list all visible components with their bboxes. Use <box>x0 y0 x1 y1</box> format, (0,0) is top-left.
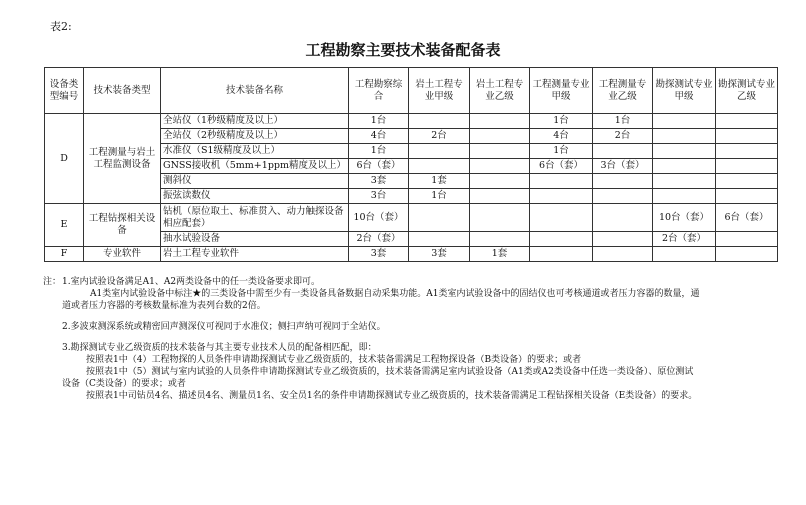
cell-value <box>716 247 778 262</box>
note-1-text: 1.室内试验设备满足A1、A2两类设备中的任一类设备要求即可。 <box>62 277 321 287</box>
group-type-f: 专业软件 <box>84 247 161 262</box>
table-row <box>45 204 778 232</box>
cell-value <box>593 204 653 232</box>
cell-value <box>653 114 716 129</box>
cell-value <box>593 174 653 189</box>
cell-value <box>409 232 470 247</box>
header-equipment-code: 设备类型编号 <box>45 68 84 114</box>
cell-value: 2台 <box>593 129 653 144</box>
cell-value: 6台（套） <box>530 159 593 174</box>
header-exploration-b: 勘探测试专业乙级 <box>716 68 778 114</box>
cell-value <box>653 247 716 262</box>
cell-value <box>470 114 530 129</box>
group-type-e: 工程钻探相关设备 <box>84 204 161 247</box>
cell-value <box>470 174 530 189</box>
table-number-label: 表2: <box>50 20 72 33</box>
cell-value <box>593 247 653 262</box>
equipment-name: GNSS接收机（5mm+1ppm精度及以上） <box>161 159 349 174</box>
header-comprehensive: 工程勘察综合 <box>349 68 409 114</box>
cell-value: 4台 <box>530 129 593 144</box>
header-equipment-name: 技术装备名称 <box>161 68 349 114</box>
cell-value <box>716 174 778 189</box>
cell-value: 3台（套） <box>593 159 653 174</box>
cell-value <box>409 204 470 232</box>
cell-value <box>470 189 530 204</box>
note-3-line-2: 按照表1中（4）工程物探的人员条件申请勘探测试专业乙级资质的，技术装备需满足工程物探设备（B类设备）的要求；或者 <box>86 355 582 365</box>
note-2: 2.多波束测深系统或精密回声测深仪可视同于水准仪；侧扫声纳可视同于全站仪。 <box>62 322 386 332</box>
cell-value: 4台 <box>349 129 409 144</box>
cell-value <box>716 114 778 129</box>
cell-value: 3台 <box>349 189 409 204</box>
equipment-name: 全站仪（2秒级精度及以上） <box>161 129 349 144</box>
notes-section <box>43 276 784 402</box>
cell-value: 1台 <box>349 144 409 159</box>
equipment-name: 水准仪（S1级精度及以上） <box>161 144 349 159</box>
cell-value: 6台（套） <box>349 159 409 174</box>
cell-value: 1台 <box>530 144 593 159</box>
cell-value <box>653 144 716 159</box>
header-geotech-a: 岩土工程专业甲级 <box>409 68 470 114</box>
cell-value <box>470 232 530 247</box>
cell-value: 1套 <box>470 247 530 262</box>
cell-value <box>530 232 593 247</box>
group-code-f: F <box>45 247 84 262</box>
header-exploration-a: 勘探测试专业甲级 <box>653 68 716 114</box>
group-code-e: E <box>45 204 84 247</box>
cell-value <box>470 144 530 159</box>
cell-value <box>409 114 470 129</box>
cell-value <box>593 144 653 159</box>
equipment-name: 全站仪（1秒级精度及以上） <box>161 114 349 129</box>
note-3-line-4: 设备（C类设备）的要求；或者 <box>62 379 186 389</box>
group-code-d: D <box>45 114 84 204</box>
cell-value <box>470 204 530 232</box>
cell-value: 10台（套） <box>349 204 409 232</box>
group-type-d: 工程测量与岩土工程监测设备 <box>84 114 161 204</box>
cell-value <box>409 144 470 159</box>
cell-value <box>716 144 778 159</box>
header-survey-b: 工程测量专业乙级 <box>593 68 653 114</box>
note-3-line-5: 按照表1中司钻员4名、描述员4名、测量员1名、安全员1名的条件申请勘探测试专业乙级资质的，技术装备需满足工程钻探相关设备（E类设备）的要求。 <box>86 391 698 401</box>
cell-value: 3套 <box>409 247 470 262</box>
header-geotech-b: 岩土工程专业乙级 <box>470 68 530 114</box>
cell-value <box>530 204 593 232</box>
cell-value <box>530 189 593 204</box>
cell-value: 1套 <box>409 174 470 189</box>
cell-value <box>653 174 716 189</box>
note-1-line-3: 道或者压力容器的考核数量标准为表列台数的2倍。 <box>62 301 266 311</box>
cell-value <box>653 159 716 174</box>
cell-value: 10台（套） <box>653 204 716 232</box>
note-1-line-1 <box>43 276 784 288</box>
note-3-line-3: 按照表1中（5）测试与室内试验的人员条件申请勘探测试专业乙级资质的，技术装备需满足室内试验设备（A1类或A2类设备中任选一类设备）、原位测试 <box>86 367 694 377</box>
cell-value: 1台 <box>530 114 593 129</box>
cell-value: 2台 <box>409 129 470 144</box>
cell-value: 1台 <box>409 189 470 204</box>
table-header-row <box>45 68 778 114</box>
cell-value <box>716 159 778 174</box>
cell-value <box>470 159 530 174</box>
equipment-name: 钻机（原位取土、标准贯入、动力触探设备相应配套） <box>161 204 349 232</box>
cell-value <box>530 247 593 262</box>
equipment-name: 岩土工程专业软件 <box>161 247 349 262</box>
cell-value: 6台（套） <box>716 204 778 232</box>
cell-value <box>653 189 716 204</box>
cell-value <box>593 232 653 247</box>
equipment-name: 抽水试验设备 <box>161 232 349 247</box>
note-3-line-1: 3.勘探测试专业乙级资质的技术装备与其主要专业技术人员的配备相匹配，即： <box>62 343 377 353</box>
equipment-name: 振弦读数仪 <box>161 189 349 204</box>
note-1-line-2: A1类室内试验设备中标注★的三类设备中需至少有一类设备具备数据自动采集功能。A1类室内试验设备中的固结仪也可考核通道或者压力容器的数量，通 <box>90 289 700 299</box>
cell-value: 3套 <box>349 247 409 262</box>
cell-value <box>653 129 716 144</box>
cell-value <box>470 129 530 144</box>
table-row <box>45 114 778 129</box>
table-row <box>45 247 778 262</box>
cell-value <box>716 129 778 144</box>
equipment-table <box>44 67 778 262</box>
cell-value: 1台 <box>593 114 653 129</box>
cell-value <box>716 189 778 204</box>
notes-lead: 注： <box>43 277 62 287</box>
page-title: 工程勘察主要技术装备配备表 <box>305 41 501 59</box>
equipment-name: 测斜仪 <box>161 174 349 189</box>
cell-value <box>530 174 593 189</box>
cell-value <box>716 232 778 247</box>
header-survey-a: 工程测量专业甲级 <box>530 68 593 114</box>
cell-value: 3套 <box>349 174 409 189</box>
cell-value: 2台（套） <box>349 232 409 247</box>
cell-value: 1台 <box>349 114 409 129</box>
cell-value <box>409 159 470 174</box>
cell-value <box>593 189 653 204</box>
header-equipment-type: 技术装备类型 <box>84 68 161 114</box>
cell-value: 2台（套） <box>653 232 716 247</box>
